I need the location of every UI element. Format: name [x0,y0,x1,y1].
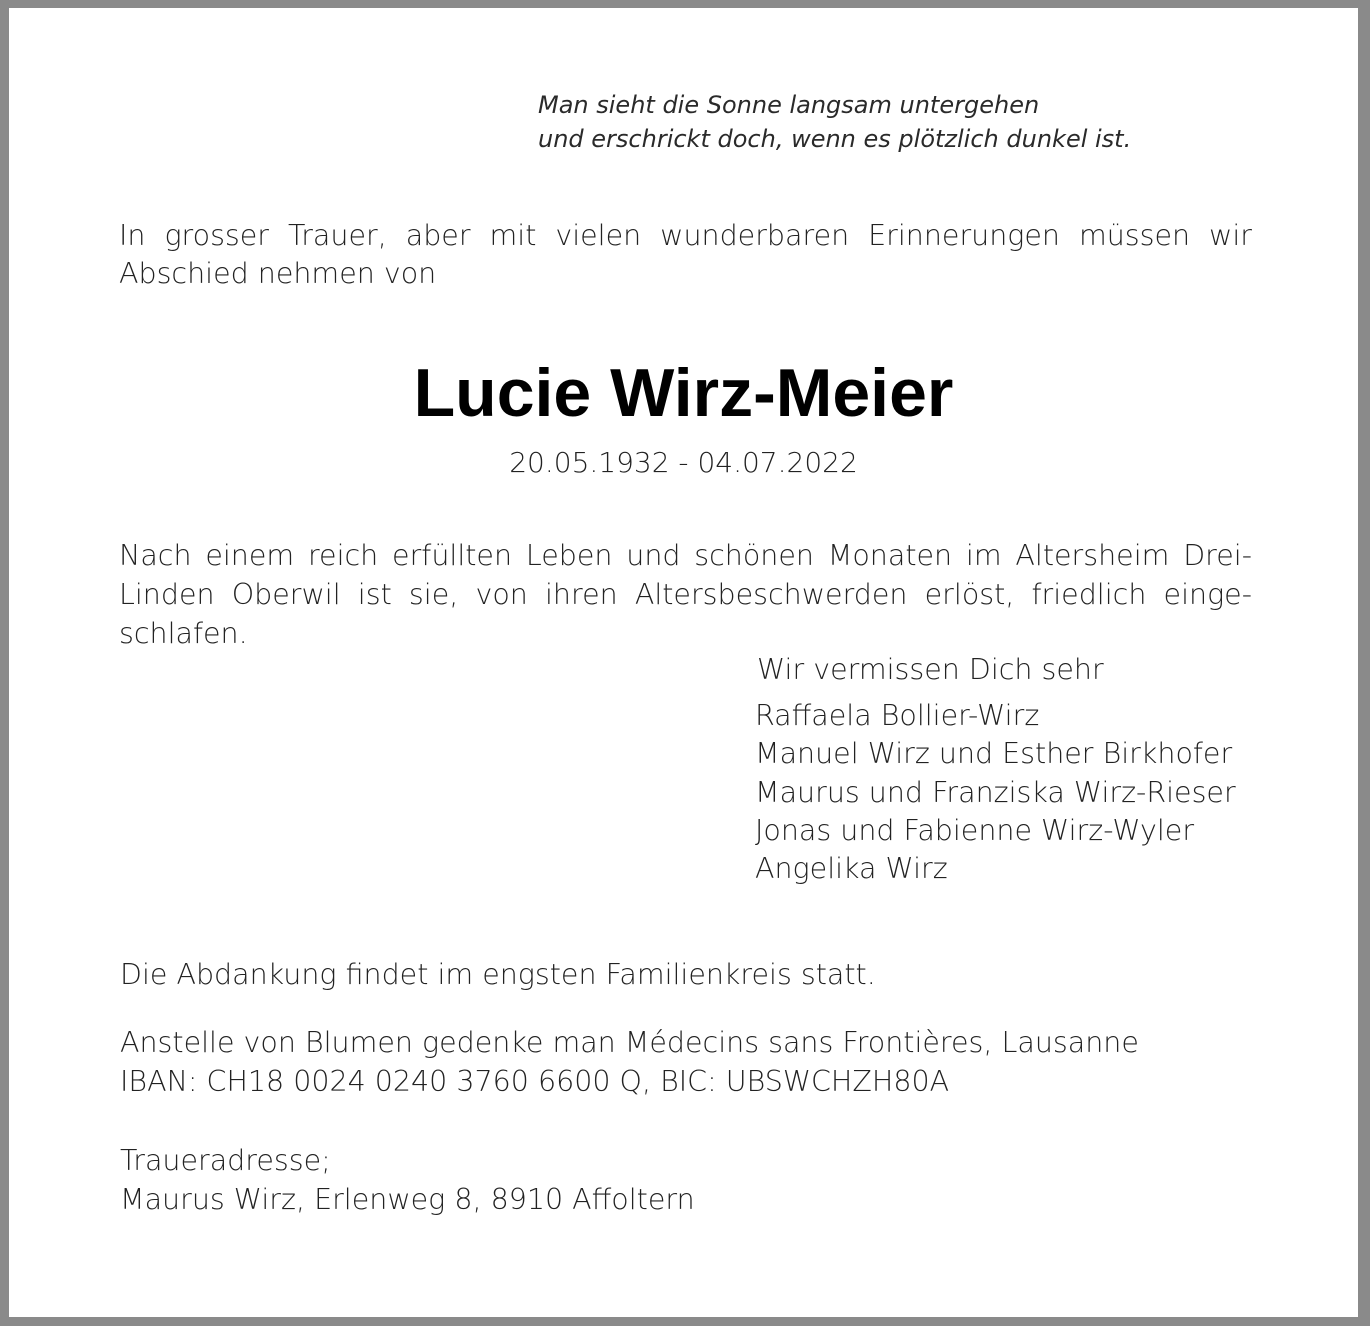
mourning-address [120,1141,695,1219]
life-line-2: Linden Oberwil ist sie, von ihren Altersbeschwerden erlöst, friedlich einge- [119,578,1252,611]
family-member: Angelika Wirz [755,852,948,886]
family-signature [755,651,1236,888]
donation-bank-details: IBAN: CH18 0024 0240 3760 6600 Q, BIC: UBSWCHZH80A [120,1065,950,1098]
life-line-3: schlafen. [119,617,248,650]
service-note: Die Abdankung findet im engsten Familienkreis statt. [120,958,876,991]
donation-line-1: Anstelle von Blumen gedenke man Médecins sans Frontières, Lausanne [120,1026,1139,1059]
family-member: Maurus und Franziska Wirz-Rieser [755,775,1236,809]
motto-line-1: Man sieht die Sonne langsam untergehen [538,91,1040,119]
donation-note [120,1023,1139,1101]
family-member: Raffaela Bollier-Wirz [755,699,1040,732]
family-member: Jonas und Fabienne Wirz-Wyler [755,813,1195,847]
family-member: Manuel Wirz und Esther Birkhofer [755,737,1233,771]
address-value: Maurus Wirz, Erlenweg 8, 8910 Affoltern [120,1183,695,1216]
miss-text: Wir vermissen Dich sehr [757,653,1104,686]
life-dates: 20.05.1932 - 04.07.2022 [509,446,858,479]
life-line-1: Nach einem reich erfüllten Leben und schönen Monaten im Altersheim Drei- [119,539,1252,572]
life-paragraph [119,536,1252,653]
deceased-name: Lucie Wirz-Meier [413,355,954,431]
motto-line-2: und erschrickt doch, wenn es plötzlich dunkel ist. [538,125,1132,153]
address-label: Traueradresse; [120,1144,331,1177]
motto-quote [538,88,1131,156]
obituary-page [9,8,1358,1317]
intro-text: In grosser Trauer, aber mit vielen wunderbaren Erinnerungen müssen wir Abschied nehmen von [119,219,1252,290]
